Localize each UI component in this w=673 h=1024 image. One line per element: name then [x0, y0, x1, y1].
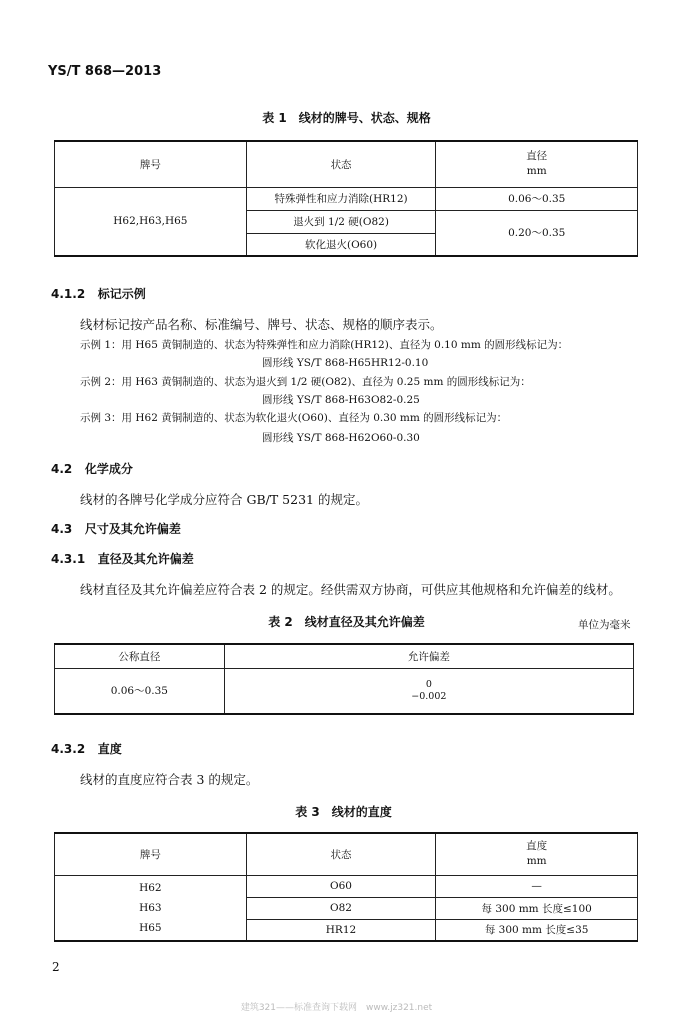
- watermark-footer: 建筑321——标准查询下载网 www.jz321.net: [240, 1003, 433, 1013]
- table1: [54, 140, 638, 257]
- table3: [54, 832, 638, 942]
- section-4-3-1: [51, 550, 194, 567]
- grade-h62: H62: [139, 881, 162, 894]
- section-4-3-2: [51, 740, 122, 757]
- marking-intro: 线材标记按产品名称、标准编号、牌号、状态、规格的顺序表示。: [80, 317, 443, 332]
- table3-state-cell: O60: [246, 875, 436, 897]
- example-3-mark: 圆形线 YS/T 868-H62O60-0.30: [262, 432, 420, 444]
- section-title: 直度: [97, 742, 122, 756]
- table2: [54, 643, 634, 715]
- table2-nominal-cell: 0.06～0.35: [55, 668, 225, 714]
- table3-state-cell: O82: [246, 897, 436, 919]
- table1-diam-cell: 0.20～0.35: [436, 210, 638, 256]
- section-number: 4.2: [51, 462, 73, 476]
- table-row: [55, 668, 634, 714]
- table1-state-cell: 退火到 1/2 硬(O82): [246, 210, 436, 233]
- table2-unit-note: 单位为毫米: [578, 619, 631, 631]
- section-4-1-2: [51, 285, 146, 302]
- tol-upper: 0: [425, 678, 432, 690]
- table1-col-diam: [436, 141, 638, 187]
- table3-value-cell: 每 300 mm 长度≤100: [436, 897, 638, 919]
- section-title: 标记示例: [97, 287, 146, 301]
- table3-caption: 表 3 线材的直度: [295, 805, 392, 819]
- table3-header-row: [55, 833, 638, 875]
- table1-diam-cell: 0.06～0.35: [436, 187, 638, 210]
- section-4-3: [51, 520, 181, 537]
- section-title: 尺寸及其允许偏差: [84, 522, 181, 536]
- section-number: 4.3.2: [51, 742, 86, 756]
- section-title: 化学成分: [84, 462, 133, 476]
- table2-tol-cell: [224, 668, 633, 714]
- table1-diam-unit: mm: [526, 165, 547, 178]
- section-number: 4.3.1: [51, 552, 86, 566]
- section-title: 直径及其允许偏差: [97, 552, 194, 566]
- table3-straight-unit: mm: [526, 855, 547, 868]
- table1-col-grade: 牌号: [55, 141, 247, 187]
- table3-grades: [55, 875, 247, 941]
- standard-code-header: YS/T 868—2013: [48, 64, 162, 79]
- table2-col-tol: 允许偏差: [224, 644, 633, 668]
- table1-state-cell: 特殊弹性和应力消除(HR12): [246, 187, 436, 210]
- grade-h63: H63: [139, 901, 162, 914]
- section-number: 4.3: [51, 522, 73, 536]
- table2-caption: 表 2 线材直径及其允许偏差: [268, 615, 425, 629]
- example-3-text: 示例 3：用 H62 黄铜制造的、状态为软化退火(O60)、直径为 0.30 mm 的圆形线标记为：: [80, 412, 508, 424]
- table3-state-cell: HR12: [246, 919, 436, 941]
- table3-col-state: 状态: [246, 833, 436, 875]
- table1-header-row: [55, 141, 638, 187]
- table1-col-state: 状态: [246, 141, 436, 187]
- diam-text: 线材直径及其允许偏差应符合表 2 的规定。经供需双方协商，可供应其他规格和允许偏差的线材。: [80, 582, 621, 597]
- table1-grades: H62,H63,H65: [55, 187, 247, 256]
- example-2-mark: 圆形线 YS/T 868-H63O82-0.25: [262, 394, 420, 406]
- table3-col-grade: 牌号: [55, 833, 247, 875]
- table-row: [55, 187, 638, 210]
- table3-value-cell: 每 300 mm 长度≤35: [436, 919, 638, 941]
- section-4-2: [51, 460, 133, 477]
- tol-lower: −0.002: [411, 690, 447, 702]
- chem-text: 线材的各牌号化学成分应符合 GB/T 5231 的规定。: [80, 492, 368, 507]
- table1-diam-label: 直径: [526, 150, 548, 163]
- example-1-mark: 圆形线 YS/T 868-H65HR12-0.10: [262, 357, 429, 369]
- table1-caption: 表 1 线材的牌号、状态、规格: [262, 111, 431, 125]
- table1-state-cell: 软化退火(O60): [246, 233, 436, 256]
- example-1-text: 示例 1：用 H65 黄铜制造的、状态为特殊弹性和应力消除(HR12)、直径为 0.10 mm 的圆形线标记为：: [80, 339, 569, 351]
- grade-h65: H65: [139, 921, 162, 934]
- table2-header-row: [55, 644, 634, 668]
- table3-straight-label: 直度: [526, 840, 548, 853]
- section-number: 4.1.2: [51, 287, 86, 301]
- table2-col-nominal: 公称直径: [55, 644, 225, 668]
- straight-text: 线材的直度应符合表 3 的规定。: [80, 772, 259, 787]
- page-number: 2: [52, 960, 60, 974]
- example-2-text: 示例 2：用 H63 黄铜制造的、状态为退火到 1/2 硬(O82)、直径为 0.25 mm 的圆形线标记为：: [80, 376, 531, 388]
- table3-value-cell: —: [436, 875, 638, 897]
- table3-col-straight: [436, 833, 638, 875]
- table-row: [55, 875, 638, 897]
